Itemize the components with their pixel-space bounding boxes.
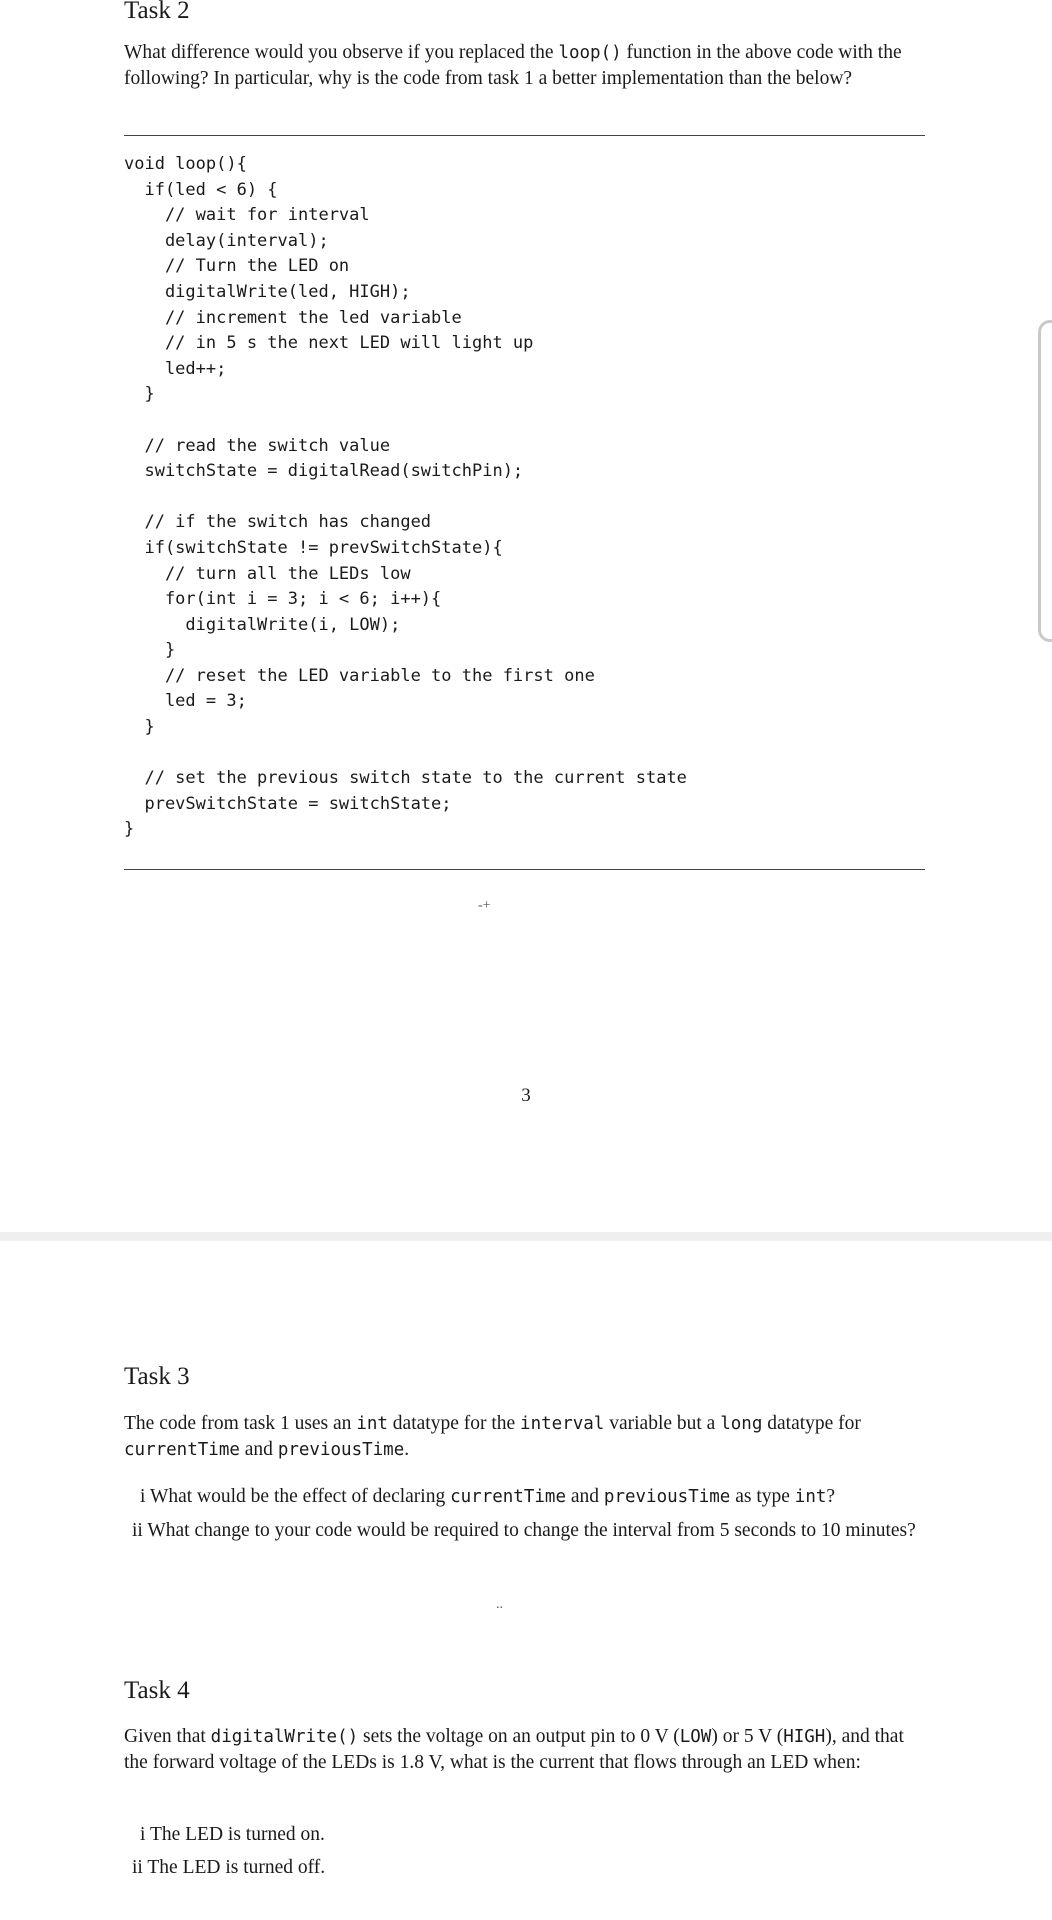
code-line: // turn all the LEDs low (124, 563, 411, 584)
list-marker: i (140, 1486, 146, 1507)
task4-item-ii (132, 1855, 325, 1881)
scan-mark: -+ (478, 898, 491, 913)
code-line: // wait for interval (124, 205, 370, 226)
code-line: led++; (124, 358, 227, 379)
code-line: } (124, 384, 155, 405)
code-line: delay(interval); (124, 230, 329, 251)
code-line: if(led < 6) { (124, 179, 278, 200)
task3-intro (124, 1411, 929, 1463)
inline-code: loop() (558, 43, 622, 63)
task3-item-ii (132, 1518, 954, 1544)
text-run: The LED is turned off. (147, 1857, 326, 1878)
inline-code: currentTime (450, 1487, 566, 1507)
code-listing (124, 152, 687, 843)
text-run: What would be the effect of declaring (149, 1486, 451, 1507)
inline-code: LOW (679, 1727, 712, 1747)
task2-question (124, 40, 929, 92)
list-marker: ii (132, 1520, 143, 1541)
text-run: ? (826, 1486, 836, 1507)
inline-code: long (720, 1414, 763, 1434)
task4-heading: Task 4 (124, 1677, 190, 1704)
text-run: The code from task 1 uses an (124, 1413, 357, 1434)
inline-code: HIGH (783, 1727, 826, 1747)
code-line: void loop(){ (124, 154, 247, 174)
inline-code: int (794, 1487, 827, 1507)
code-line: led = 3; (124, 691, 247, 712)
inline-code: interval (520, 1414, 605, 1434)
code-line: } (124, 819, 135, 840)
code-line: for(int i = 3; i < 6; i++){ (124, 589, 442, 610)
text-run: sets the voltage on an output pin to 0 V ( (358, 1726, 680, 1747)
bottom-rule (124, 869, 925, 870)
task3-heading: Task 3 (124, 1363, 190, 1390)
code-line: digitalWrite(i, LOW); (124, 614, 401, 635)
code-line: // read the switch value (124, 435, 391, 456)
code-line: // in 5 s the next LED will light up (124, 333, 534, 354)
task4-item-i (140, 1822, 325, 1848)
text-run: datatype for (762, 1413, 861, 1434)
code-line: // Turn the LED on (124, 256, 350, 277)
text-run: ), and that the forward voltage of the LEDs is 1.8 V, what is the current that flows through an LED when: (124, 1726, 904, 1773)
task3-item-i (140, 1484, 930, 1510)
text-run: variable but a (604, 1413, 721, 1434)
text-run: and (239, 1439, 278, 1460)
inline-code: currentTime (124, 1440, 240, 1460)
code-line: switchState = digitalRead(switchPin); (124, 461, 524, 482)
page-gap (0, 1232, 1052, 1241)
scan-mark: .. (496, 1597, 503, 1612)
list-marker: i (140, 1824, 146, 1845)
text-run: function in the above code with the following? In particular, why is the code from task 1 a better implementation than the below? (124, 42, 902, 89)
text-run: ) or 5 V ( (711, 1726, 784, 1747)
code-line: prevSwitchState = switchState; (124, 793, 452, 814)
text-run: Given that (124, 1726, 211, 1747)
code-line: } (124, 717, 155, 738)
code-line: if(switchState != prevSwitchState){ (124, 537, 503, 558)
code-line: // if the switch has changed (124, 512, 432, 533)
inline-code: digitalWrite() (210, 1727, 359, 1747)
inline-code: int (356, 1414, 388, 1434)
code-line: digitalWrite(led, HIGH); (124, 281, 411, 302)
page-4 (0, 1241, 1052, 1920)
code-line: // increment the led variable (124, 307, 462, 328)
code-line: // set the previous switch state to the current state (124, 768, 687, 789)
code-line: } (124, 640, 176, 661)
inline-code: previousTime (603, 1487, 731, 1507)
text-run: The LED is turned on. (149, 1824, 325, 1845)
scroll-handle[interactable] (1038, 320, 1052, 642)
text-run: datatype for the (387, 1413, 521, 1434)
text-run: What change to your code would be required to change the interval from 5 seconds to 10 minutes? (147, 1520, 916, 1541)
text-run: as type (730, 1486, 795, 1507)
text-run: . (404, 1439, 410, 1460)
text-run: What difference would you observe if you replaced the (124, 42, 559, 63)
list-marker: ii (132, 1857, 143, 1878)
top-rule (124, 135, 925, 136)
text-run: and (566, 1486, 604, 1507)
inline-code: previousTime (277, 1440, 405, 1460)
task2-heading: Task 2 (124, 0, 190, 24)
task4-intro (124, 1724, 929, 1776)
code-line: // reset the LED variable to the first one (124, 665, 595, 686)
page-number: 3 (521, 1085, 531, 1106)
